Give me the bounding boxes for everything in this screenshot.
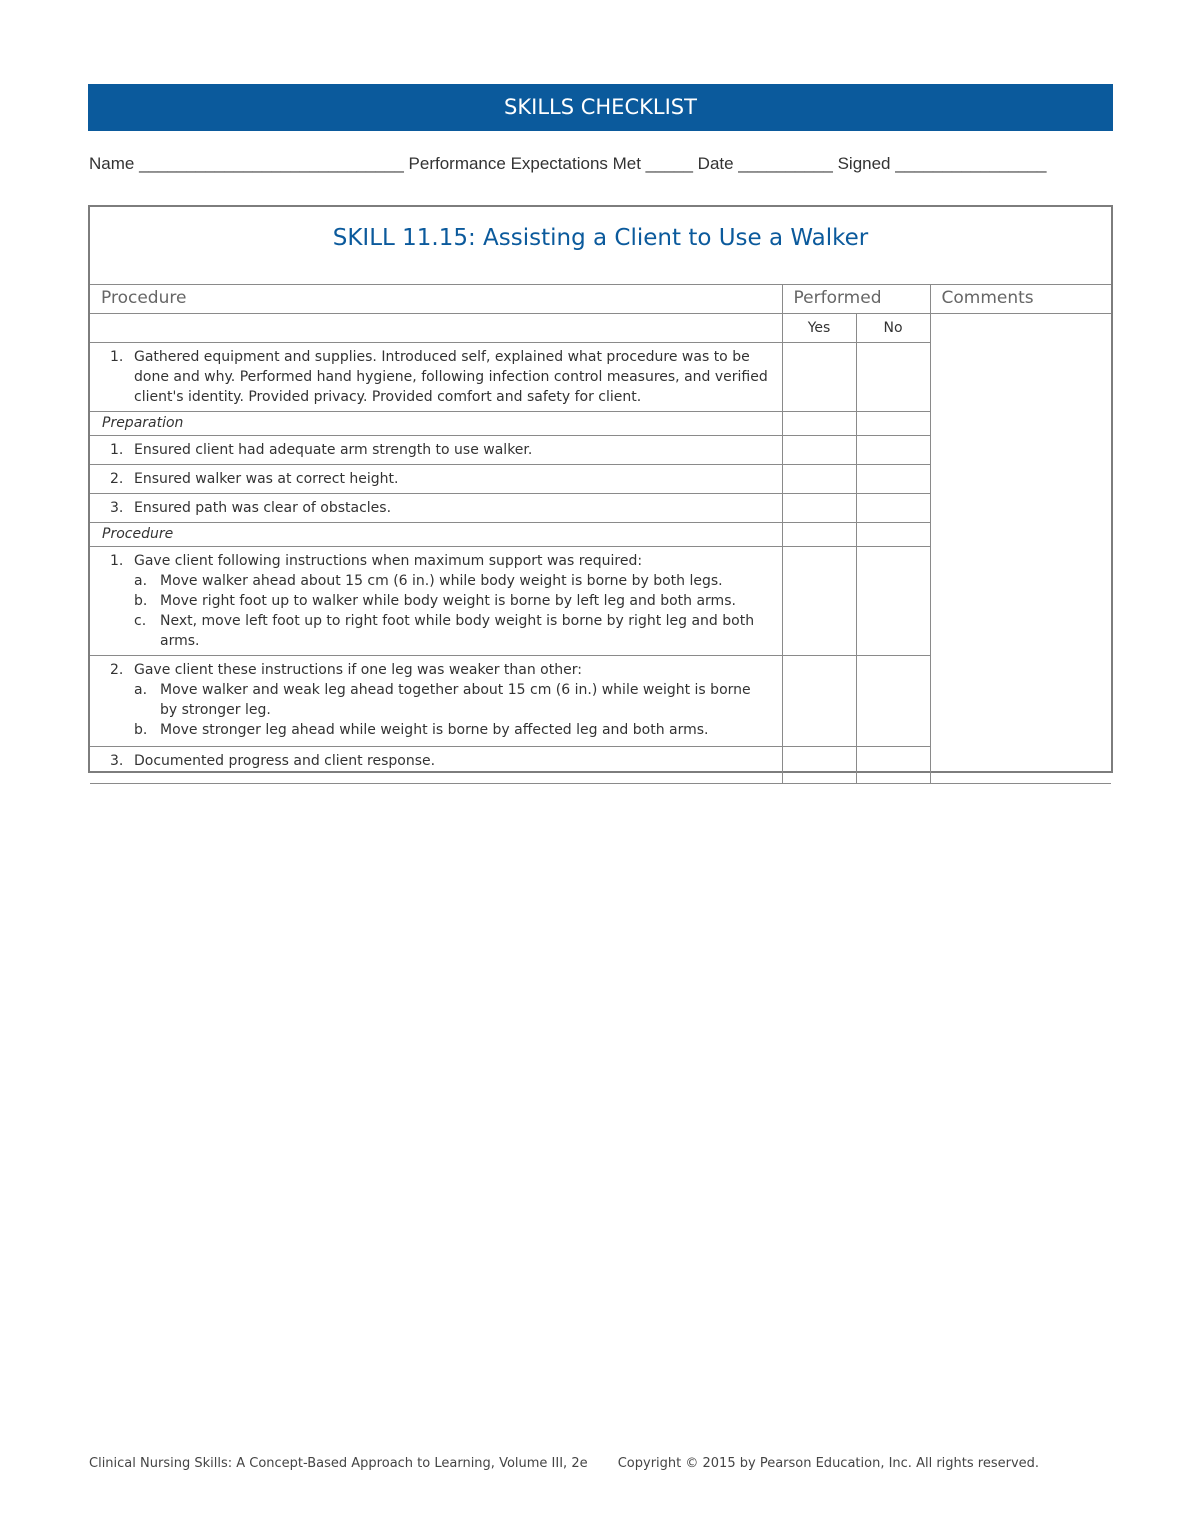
page-footer <box>89 1456 1109 1471</box>
info-line: Name ____________________________ Performance Expectations Met _____ Date __________ Signed ________________ <box>89 154 1047 173</box>
step-text: Ensured path was clear of obstacles. <box>134 499 392 516</box>
sub-step-letter: b. <box>134 721 148 738</box>
yes-checkbox-cell[interactable] <box>782 655 856 746</box>
column-header-procedure: Procedure <box>90 284 782 313</box>
sub-step <box>110 571 772 591</box>
step-number: 1. <box>110 348 124 365</box>
sub-step-text: Move walker and weak leg ahead together about 15 cm (6 in.) while weight is borne by stronger leg. <box>160 681 751 718</box>
step-text: Gathered equipment and supplies. Introduced self, explained what procedure was to be done and why. Performed hand hygiene, following infection control measures, and verified client's identity. Provided privacy. Provided comfort and safety for client. <box>134 348 768 405</box>
sub-step-text: Move walker ahead about 15 cm (6 in.) while body weight is borne by both legs. <box>160 572 723 589</box>
yes-checkbox-cell[interactable] <box>782 746 856 783</box>
no-checkbox-cell[interactable] <box>856 493 930 522</box>
section-heading-procedure: Procedure <box>90 522 782 546</box>
step-text: Ensured client had adequate arm strength to use walker. <box>134 441 533 458</box>
procedure-step-1 <box>90 546 782 655</box>
sub-step-text: Move right foot up to walker while body weight is borne by left leg and both arms. <box>160 592 736 609</box>
comments-cell[interactable] <box>930 313 1111 783</box>
preparation-step-3 <box>90 493 782 522</box>
yes-checkbox-cell <box>782 411 856 435</box>
yes-checkbox-cell[interactable] <box>782 342 856 411</box>
column-header-performed: Performed <box>782 284 930 313</box>
column-header-comments: Comments <box>930 284 1111 313</box>
step-number: 1. <box>110 441 124 458</box>
step-text: Ensured walker was at correct height. <box>134 470 399 487</box>
yes-no-header-row <box>90 313 1111 342</box>
sub-step <box>110 720 772 740</box>
sub-step-text: Next, move left foot up to right foot while body weight is borne by right leg and both arms. <box>160 612 755 649</box>
no-checkbox-cell <box>856 522 930 546</box>
yes-checkbox-cell[interactable] <box>782 435 856 464</box>
step-text: Gave client following instructions when maximum support was required: <box>134 552 643 569</box>
sub-step <box>110 611 772 651</box>
sub-step <box>110 680 772 720</box>
blank-cell <box>90 313 782 342</box>
no-checkbox-cell[interactable] <box>856 655 930 746</box>
step-number: 2. <box>110 661 124 678</box>
step-number: 1. <box>110 552 124 569</box>
section-heading-preparation: Preparation <box>90 411 782 435</box>
column-header-no: No <box>856 313 930 342</box>
yes-checkbox-cell[interactable] <box>782 546 856 655</box>
preparation-step-1 <box>90 435 782 464</box>
intro-step <box>90 342 782 411</box>
step-text: Gave client these instructions if one leg was weaker than other: <box>134 661 582 678</box>
sub-step-text: Move stronger leg ahead while weight is borne by affected leg and both arms. <box>160 721 709 738</box>
sub-step <box>110 591 772 611</box>
no-checkbox-cell[interactable] <box>856 746 930 783</box>
skill-table-frame <box>88 205 1113 773</box>
no-checkbox-cell[interactable] <box>856 342 930 411</box>
sub-step-letter: a. <box>134 572 148 589</box>
sub-step-letter: a. <box>134 681 148 698</box>
procedure-step-3 <box>90 746 782 783</box>
step-number: 3. <box>110 752 124 769</box>
footer-book-title: Clinical Nursing Skills: A Concept-Based Approach to Learning, Volume III, 2e <box>89 1456 588 1471</box>
table-header-row <box>90 284 1111 313</box>
yes-checkbox-cell <box>782 522 856 546</box>
no-checkbox-cell <box>856 411 930 435</box>
yes-checkbox-cell[interactable] <box>782 493 856 522</box>
preparation-step-2 <box>90 464 782 493</box>
checklist-table <box>90 284 1111 784</box>
step-number: 3. <box>110 499 124 516</box>
skill-title: SKILL 11.15: Assisting a Client to Use a Walker <box>90 207 1111 285</box>
sub-step-letter: c. <box>134 612 147 629</box>
no-checkbox-cell[interactable] <box>856 546 930 655</box>
footer-copyright: Copyright © 2015 by Pearson Education, Inc. All rights reserved. <box>617 1456 1040 1471</box>
procedure-step-2 <box>90 655 782 746</box>
column-header-yes: Yes <box>782 313 856 342</box>
sub-step-letter: b. <box>134 592 148 609</box>
yes-checkbox-cell[interactable] <box>782 464 856 493</box>
step-text: Documented progress and client response. <box>134 752 436 769</box>
step-number: 2. <box>110 470 124 487</box>
no-checkbox-cell[interactable] <box>856 464 930 493</box>
banner-title: SKILLS CHECKLIST <box>504 95 697 119</box>
checklist-banner <box>88 84 1113 131</box>
no-checkbox-cell[interactable] <box>856 435 930 464</box>
